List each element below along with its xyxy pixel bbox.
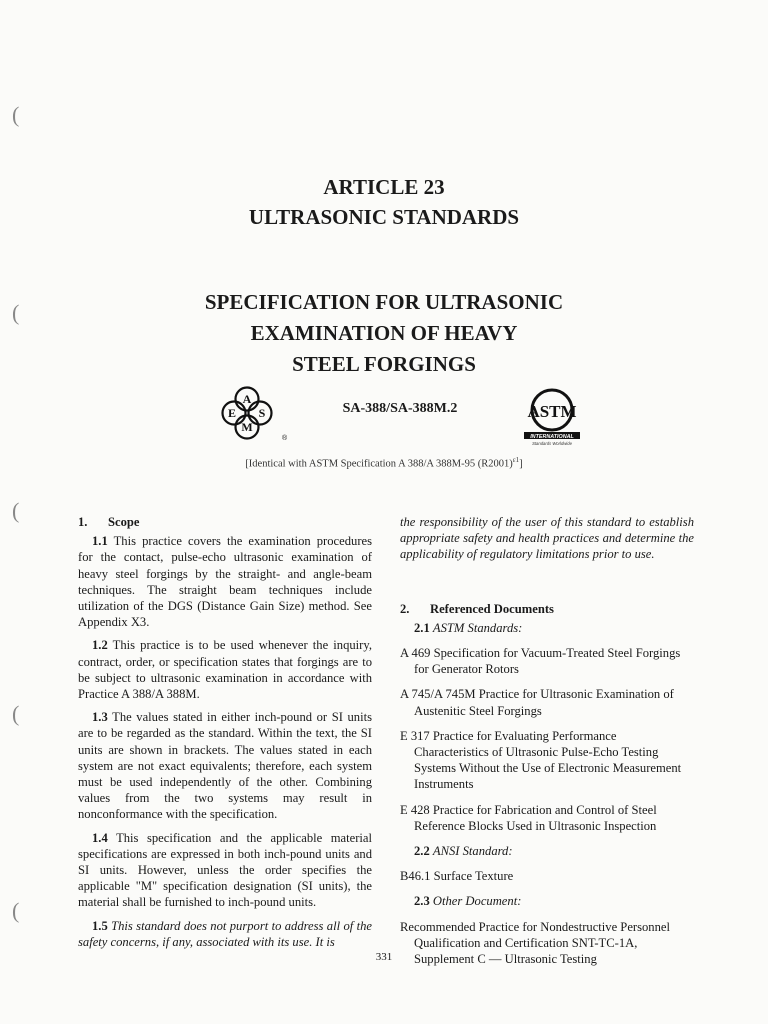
identical-note: [Identical with ASTM Specification A 388/A 388M-95 $(R2001)^{\varepsilon 1}$] (245, 456, 523, 470)
asme-letter: M (241, 420, 253, 434)
subsection-heading: 2.3 Other Document: (414, 894, 522, 909)
left-column (78, 514, 372, 957)
paragraph: 1.4 This specification and the applicable material specifications are expressed in both inch-pound units and SI units. However, unless the order specifies the applicable "M" specification designation (SI units), the material shall be furnished to inch-pound units. (78, 830, 373, 910)
paragraph: 1.5 This standard does not purport to address all of the safety concerns, if any, associated with its use. It is (78, 918, 372, 949)
spec-title-line: STEEL FORGINGS (292, 352, 476, 376)
reference-item: Recommended Practice for Nondestructive Personnel Qualification and Certification SNT-TC-1A, Supplement C — Ultrasonic Testing (400, 919, 670, 967)
paragraph: 1.3 The values stated in either inch-pound or SI units are to be regarded as the standard. Within the text, the SI units are shown in brackets. The values stated in each system are not exact equivalents; therefore, each system must be used independently of the other. Combining values from the two systems may result in nonconformance with the specification. (78, 710, 373, 822)
article-title: ULTRASONIC STANDARDS (248, 205, 520, 229)
margin-mark: ( (12, 701, 20, 726)
reference-item: B46.1 Surface Texture (400, 869, 514, 884)
paragraph: 1.1 This practice covers the examination procedures for the contact, pulse-echo ultrasonic examination of heavy steel forgings by the straight- and angle-beam techniques. The straight beam techniques include utilization of the DGS (Distance Gain Size) method. See Appendix X3. (78, 534, 372, 630)
reference-item: E 317 Practice for Evaluating Performance Characteristics of Ultrasonic Pulse-Echo Testing Systems Without the Use of Electronic Measurement Instruments (400, 728, 682, 792)
subsection-heading: 2.2 ANSI Standard: (414, 844, 513, 859)
specification-title (0, 287, 768, 380)
astm-logo-text: ASTM (527, 402, 577, 421)
margin-mark: ( (12, 898, 20, 923)
astm-logo-subtitle: INTERNATIONAL (530, 433, 574, 440)
paragraph: 1.2 This practice is to be used whenever the inquiry, contract, order, or specification states that forgings are to be subject to ultrasonic examination in accordance with Practice A 388/A 388M. (78, 638, 372, 702)
page-number: 331 (375, 951, 393, 963)
spec-title-line: SPECIFICATION FOR ULTRASONIC (204, 290, 564, 314)
astm-logo-icon (522, 386, 582, 448)
astm-logo-tagline: Standards Worldwide (532, 441, 572, 446)
paragraph-continuation: the responsibility of the user of this standard to establish appropriate safety and health practices and determine the applicability of regulatory limitations prior to use. (400, 515, 694, 562)
asme-letter: E (227, 406, 237, 420)
registered-mark: ® (282, 435, 288, 442)
section-heading: 1. Scope (78, 515, 140, 529)
asme-logo-icon (204, 386, 290, 444)
reference-item: A 745/A 745M Practice for Ultrasonic Examination of Austenitic Steel Forgings (400, 687, 674, 718)
reference-item: E 428 Practice for Fabrication and Control of Steel Reference Blocks Used in Ultrasonic Inspection (400, 802, 657, 833)
right-column (400, 514, 694, 976)
margin-mark: ( (12, 102, 20, 127)
spec-title-line: EXAMINATION OF HEAVY (250, 321, 518, 345)
asme-letter: A (242, 392, 252, 406)
margin-mark: ( (12, 300, 20, 325)
article-heading (0, 172, 768, 232)
reference-item: A 469 Specification for Vacuum-Treated Steel Forgings for Generator Rotors (400, 646, 681, 677)
asme-letter: S (258, 406, 266, 420)
spec-designation: SA-388/SA-388M.2 (342, 401, 458, 416)
subsection-heading: 2.1 ASTM Standards: (414, 620, 523, 635)
margin-mark: ( (12, 498, 20, 523)
section-heading: 2. Referenced Documents (400, 601, 554, 616)
article-number: ARTICLE 23 (323, 175, 445, 199)
